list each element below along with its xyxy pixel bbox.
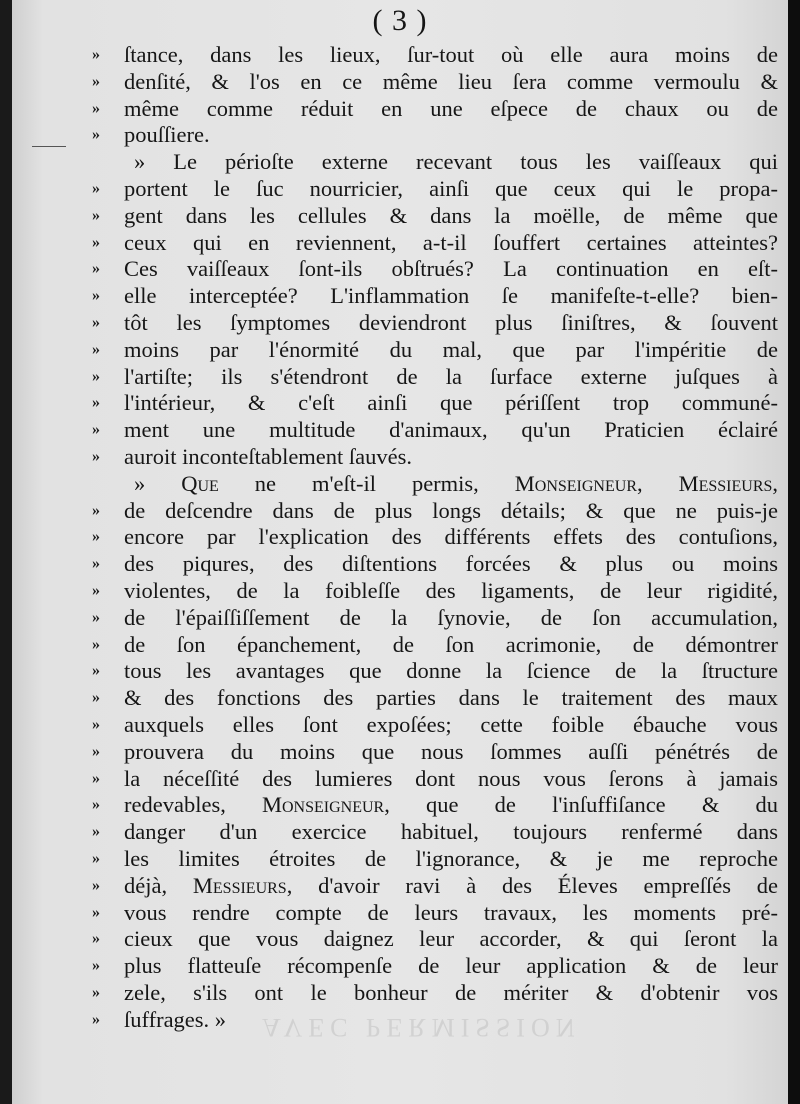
text-segment: redevables, [124,792,262,818]
quotation-mark: » [92,528,100,546]
text-line [12,337,788,364]
quotation-mark: » [92,126,100,144]
text-segment: ſuffrages. » [124,1006,227,1032]
text-line [12,819,788,846]
text-segment: violentes, de la foibleſſe des ligaments, de leur rigidité, [124,577,778,603]
quotation-mark: » [92,72,100,90]
text-segment: les limites étroites de l'ignorance, & je me reproche [124,845,778,871]
text-line [12,417,788,444]
text-line [12,256,788,283]
quotation-mark: » [92,796,100,814]
line-text [124,819,778,846]
quotation-mark: » [92,930,100,948]
text-segment: ceux qui en reviennent, a-t-il ſouffert certaines atteintes? [124,229,778,255]
document-page [12,0,788,1104]
text-line [12,471,788,498]
text-line [12,846,788,873]
small-caps-text: Messieurs [192,872,287,898]
quotation-mark: » [92,662,100,680]
text-line [12,953,788,980]
text-segment: ment une multitude d'animaux, qu'un Praticien éclairé [124,417,778,443]
text-segment: denſité, & l'os en ce même lieu ſera comme vermoulu & [124,68,778,94]
text-line [12,900,788,927]
text-line [12,149,788,176]
text-line [12,632,788,659]
text-segment: auxquels elles ſont expoſées; cette foible ébauche vous [124,711,778,737]
text-segment: de ſon épanchement, de ſon acrimonie, de démontrer [124,631,778,657]
text-line [12,766,788,793]
text-segment: , d'avoir ravi à des Éleves empreſſés de [286,872,778,898]
line-text [124,256,778,283]
quotation-mark: » [92,635,100,653]
quotation-mark: » [92,394,100,412]
quotation-mark: » [92,849,100,867]
line-text [124,551,778,578]
text-line [12,551,788,578]
text-segment: prouvera du moins que nous ſommes auſſi pénétrés de [124,738,778,764]
line-text [124,632,778,659]
quotation-mark: » [92,608,100,626]
text-segment: , [772,470,778,496]
quotation-mark: » [92,313,100,331]
line-text [124,578,778,605]
text-line [12,364,788,391]
text-segment: ſtance, dans les lieux, ſur-tout où elle aura moins de [124,42,778,67]
quotation-mark: » [92,287,100,305]
line-text [124,498,778,525]
text-segment: encore par l'explication des différents effets des contuſions, [124,524,778,550]
line-text [124,980,778,1007]
line-text [124,310,778,337]
quotation-mark: » [92,555,100,573]
text-line [12,390,788,417]
text-segment: pouſſiere. [124,122,210,148]
quotation-mark: » [92,340,100,358]
small-caps-text: Messieurs [678,470,773,496]
line-text [124,1007,778,1034]
line-text [124,417,778,444]
text-line [12,203,788,230]
text-line [12,605,788,632]
text-segment: zele, s'ils ont le bonheur de mériter & d'obtenir vos [124,979,778,1005]
text-segment: gent dans les cellules & dans la moëlle, de même que [124,202,778,228]
quotation-mark: » [92,501,100,519]
line-text [124,926,778,953]
text-segment: l'intérieur, & c'eſt ainſi que périſſent trop communé- [124,390,778,416]
text-segment: ne m'eſt-il permis, [218,470,515,496]
quotation-mark: » [92,46,100,63]
text-line [12,122,788,149]
line-text [134,471,778,498]
line-text [124,283,778,310]
quotation-mark: » [92,233,100,251]
quotation-mark: » [92,742,100,760]
quotation-mark: » [92,206,100,224]
small-caps-text: Monseigneur [262,792,385,818]
quotation-mark: » [92,876,100,894]
text-line [12,1007,788,1034]
quotation-mark: » [92,367,100,385]
text-line [12,873,788,900]
text-segment: déjà, [124,872,193,898]
text-segment: l'artiſte; ils s'étendront de la ſurface externe juſques à [124,363,778,389]
text-line [12,42,788,69]
quotation-mark: » [92,715,100,733]
text-line [12,283,788,310]
text-segment: » [134,470,182,496]
text-segment: portent le ſuc nourricier, ainſi que ceux qui le propa- [124,175,778,201]
text-line [12,739,788,766]
bleed-through-text: AVEC PERMISSION [262,1013,581,1042]
line-text [124,658,778,685]
line-text [124,444,778,471]
text-line [12,176,788,203]
text-line [12,444,788,471]
line-text [124,685,778,712]
line-text [124,792,778,819]
text-segment: la néceſſité des lumieres dont nous vous ſerons à jamais [124,765,778,791]
quotation-mark: » [92,99,100,117]
text-segment: , [637,470,679,496]
line-text [124,873,778,900]
text-line [12,498,788,525]
text-segment: » Le périoſte externe recevant tous les vaiſſeaux qui [134,149,778,175]
line-text [124,364,778,391]
text-line [12,524,788,551]
line-text [124,900,778,927]
line-text [124,337,778,364]
line-text [124,69,778,96]
page-number: ( 3 ) [372,4,428,37]
text-segment: elle interceptée? L'inflammation ſe manifeſte-t-elle? bien- [124,283,778,309]
text-line [12,980,788,1007]
text-segment: même comme réduit en une eſpece de chaux ou de [124,95,778,121]
line-text [124,176,778,203]
text-segment: des piqures, des diſtentions forcées & plus ou moins [124,551,778,577]
line-text [124,96,778,123]
line-text [124,524,778,551]
text-line [12,230,788,257]
quotation-mark: » [92,957,100,975]
quotation-mark: » [92,983,100,1001]
text-segment: de deſcendre dans de plus longs détails; & que ne puis-je [124,497,778,523]
line-text [124,390,778,417]
quotation-mark: » [92,1010,100,1028]
text-segment: cieux que vous daignez leur accorder, & qui ſeront la [124,926,778,952]
text-segment: Ces vaiſſeaux ſont-ils obſtrués? La continuation en eſt- [124,256,778,282]
line-text [124,712,778,739]
text-line [12,578,788,605]
text-segment: plus flatteuſe récompenſe de leur application & de leur [124,953,778,979]
text-line [12,658,788,685]
quotation-mark: » [92,447,100,465]
text-segment: & des fonctions des parties dans le traitement des maux [124,685,778,711]
quotation-mark: » [92,581,100,599]
text-segment: moins par l'énormité du mal, que par l'impéritie de [124,336,778,362]
quotation-mark: » [92,260,100,278]
quotation-mark: » [92,689,100,707]
line-text [134,149,778,176]
text-segment: auroit inconteſtablement ſauvés. [124,443,413,469]
line-text [124,739,778,766]
small-caps-text: Monseigneur [514,470,637,496]
line-text [124,605,778,632]
scan-edge [788,0,800,1104]
quotation-mark: » [92,769,100,787]
quotation-mark: » [92,179,100,197]
quotation-mark: » [92,903,100,921]
text-segment: vous rendre compte de leurs travaux, les moments pré- [124,899,778,925]
text-line [12,69,788,96]
text-segment: tous les avantages que donne la ſcience de la ſtructure [124,658,778,684]
line-text [124,953,778,980]
line-text [124,203,778,230]
text-segment: tôt les ſymptomes deviendront plus ſiniſtres, & ſouvent [124,309,778,335]
small-caps-text: Que [181,470,219,496]
text-line [12,926,788,953]
line-text [124,230,778,257]
body-text [12,42,788,1033]
text-segment: danger d'un exercice habituel, toujours renfermé dans [124,819,778,845]
text-segment: de l'épaiſſiſſement de la ſynovie, de ſon accumulation, [124,604,778,630]
text-line [12,96,788,123]
text-line [12,685,788,712]
quotation-mark: » [92,421,100,439]
line-text [124,766,778,793]
line-text [124,42,778,69]
text-line [12,792,788,819]
text-line [12,310,788,337]
line-text [124,846,778,873]
quotation-mark: » [92,823,100,841]
text-segment: , que de l'inſuffiſance & du [384,792,778,818]
line-text [124,122,778,149]
text-line [12,712,788,739]
